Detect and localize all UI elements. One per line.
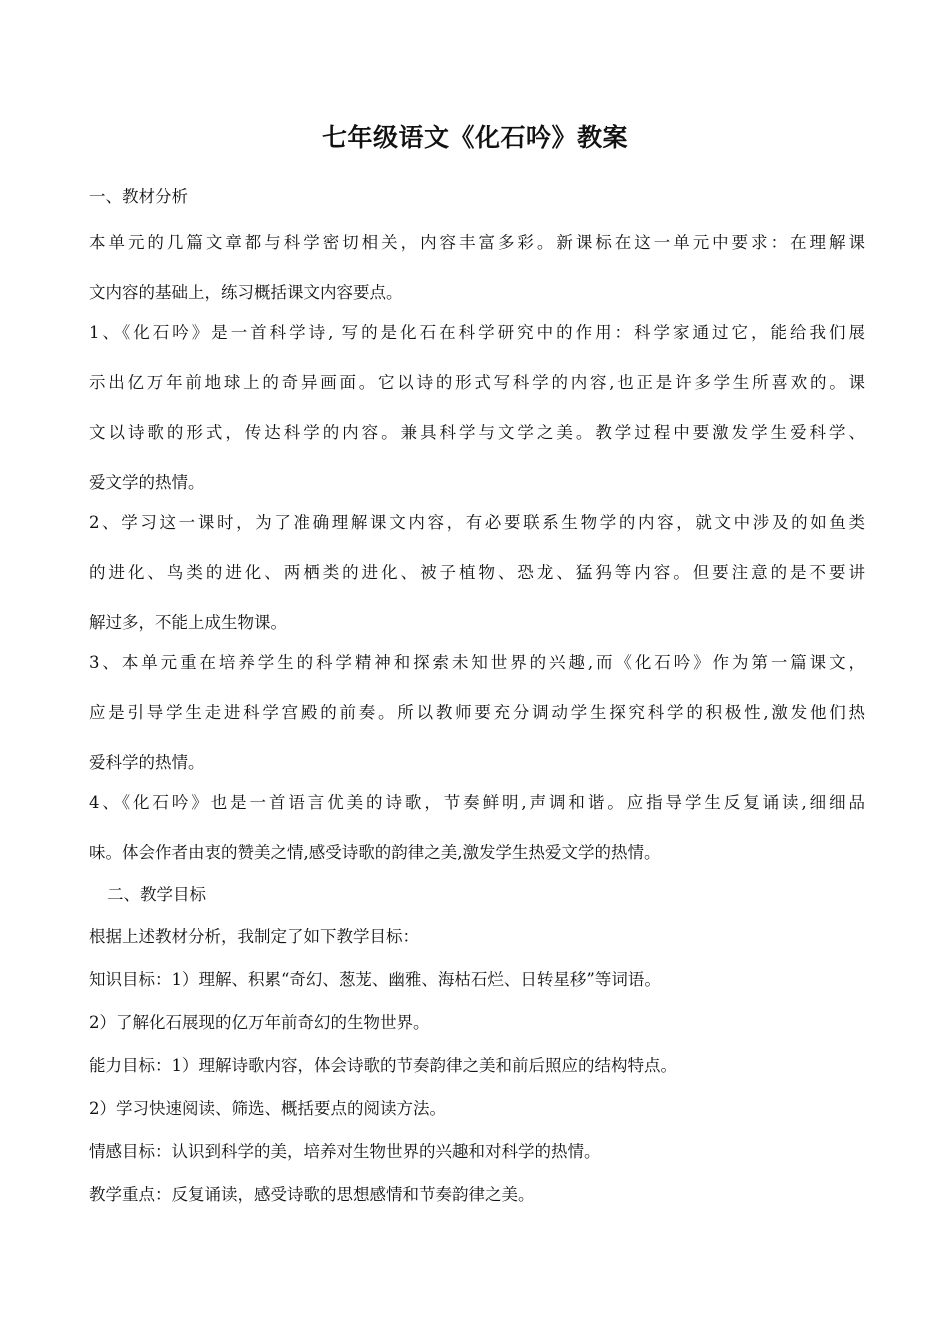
section-heading-2: 二、教学目标 [107,885,206,904]
paragraph-line: 解过多，不能上成生物课。 [89,613,287,632]
paragraph-line: 知识目标：1）理解、积累“奇幻、葱茏、幽雅、海枯石烂、日转星移”等词语。 [89,970,661,989]
document-title: 七年级语文《化石吟》教案 [321,123,628,152]
paragraph-line: 根据上述教材分析，我制定了如下教学目标： [89,927,419,946]
document-body [89,180,865,1221]
paragraph-line: 2）学习快速阅读、筛选、概括要点的阅读方法。 [89,1099,446,1118]
paragraph-line: 情感目标：认识到科学的美，培养对生物世界的兴趣和对科学的热情。 [89,1142,601,1161]
paragraph-line: 1、《化石吟》是一首科学诗, 写的是化石在科学研究中的作用：科学家通过它，能给我们展 [89,323,865,342]
section-heading-1: 一、教材分析 [89,187,188,206]
paragraph-line: 本单元的几篇文章都与科学密切相关，内容丰富多彩。新课标在这一单元中要求：在理解课 [89,233,865,252]
paragraph-line: 爱文学的热情。 [89,473,205,492]
paragraph-line: 4、《化石吟》也是一首语言优美的诗歌，节奏鲜明,声调和谐。应指导学生反复诵读,细细品 [89,793,865,812]
paragraph-line: 文以诗歌的形式，传达科学的内容。兼具科学与文学之美。教学过程中要激发学生爱科学、 [89,423,865,442]
paragraph-line: 3、本单元重在培养学生的科学精神和探索未知世界的兴趣,而《化石吟》作为第一篇课文， [89,653,865,672]
paragraph-line: 爱科学的热情。 [89,753,205,772]
paragraph-line: 文内容的基础上，练习概括课文内容要点。 [89,283,403,302]
paragraph-line: 教学重点：反复诵读，感受诗歌的思想感情和节奏韵律之美。 [89,1185,535,1204]
paragraph-line: 应是引导学生走进科学宫殿的前奏。所以教师要充分调动学生探究科学的积极性,激发他们热 [89,703,865,722]
paragraph-line: 2）了解化石展现的亿万年前奇幻的生物世界。 [89,1013,430,1032]
paragraph-line: 2、学习这一课时，为了准确理解课文内容，有必要联系生物学的内容，就文中涉及的如鱼类 [89,513,865,532]
paragraph-line: 的进化、鸟类的进化、两栖类的进化、被子植物、恐龙、猛犸等内容。但要注意的是不要讲 [89,563,865,582]
paragraph-line: 能力目标：1）理解诗歌内容，体会诗歌的节奏韵律之美和前后照应的结构特点。 [89,1056,677,1075]
paragraph-line: 味。体会作者由衷的赞美之情,感受诗歌的韵律之美,激发学生热爱文学的热情。 [89,843,661,862]
paragraph-line: 示出亿万年前地球上的奇异画面。它以诗的形式写科学的内容,也正是许多学生所喜欢的。课 [89,373,865,392]
